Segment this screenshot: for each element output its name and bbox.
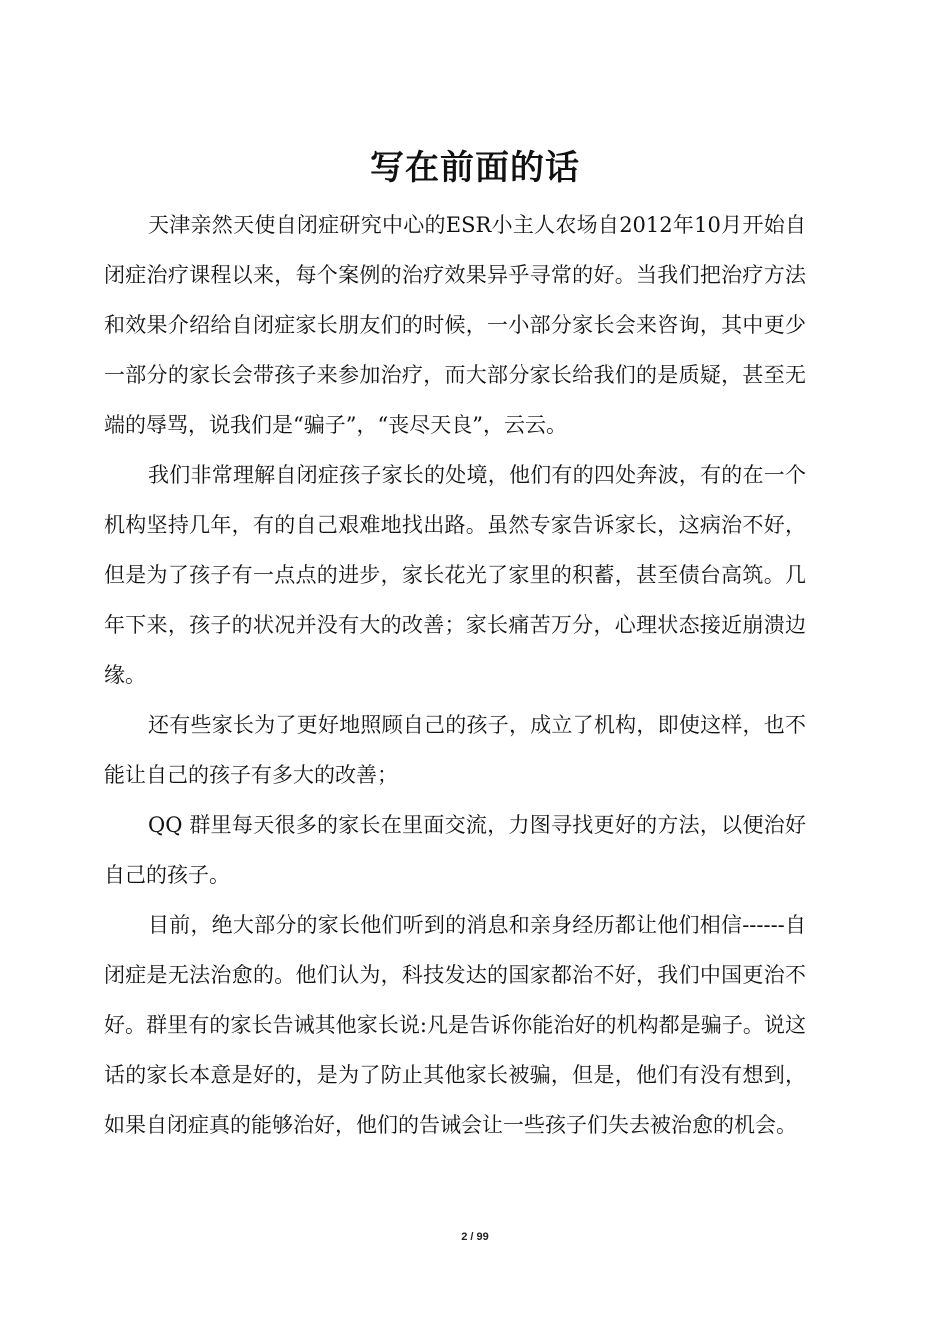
page-title: 写在前面的话 <box>370 147 580 188</box>
paragraph-5: 目前，绝大部分的家长他们听到的消息和亲身经历都让他们相信------自闭症是无法治愈的。他们认为，科技发达的国家都治不好，我们中国更治不好。群里有的家长告诫其他家长说:凡是告诉你能治好的机构都是骗子。说这话的家长本意是好的，是为了防止其他家长被骗，但是，他们有没有想到，如果自闭症真的能够治好，他们的告诫会让一些孩子们失去被治愈的机会。 <box>104 913 806 1137</box>
paragraph-2: 我们非常理解自闭症孩子家长的处境，他们有的四处奔波，有的在一个机构坚持几年，有的自己艰难地找出路。虽然专家告诉家长，这病治不好，但是为了孩子有一点点的进步，家长花光了家里的积蓄，甚至债台高筑。几年下来，孩子的状况并没有大的改善；家长痛苦万分，心理状态接近崩溃边缘。 <box>104 463 806 687</box>
paragraph-1: 天津亲然天使自闭症研究中心的ESR小主人农场自2012年10月开始自闭症治疗课程以来，每个案例的治疗效果异乎寻常的好。当我们把治疗方法和效果介绍给自闭症家长朋友们的时候，一小部分家长会来咨询，其中更少一部分的家长会带孩子来参加治疗，而大部分家长给我们的是质疑，甚至无端的辱骂，说我们是“骗子”，“丧尽天良”，云云。 <box>104 213 806 437</box>
body-text <box>104 200 806 1150</box>
page-number: 2 / 99 <box>461 1231 489 1243</box>
paragraph-3: 还有些家长为了更好地照顾自己的孩子，成立了机构，即使这样，也不能让自己的孩子有多大的改善； <box>104 713 806 787</box>
paragraph-4: QQ 群里每天很多的家长在里面交流，力图寻找更好的方法，以便治好自己的孩子。 <box>104 813 806 887</box>
